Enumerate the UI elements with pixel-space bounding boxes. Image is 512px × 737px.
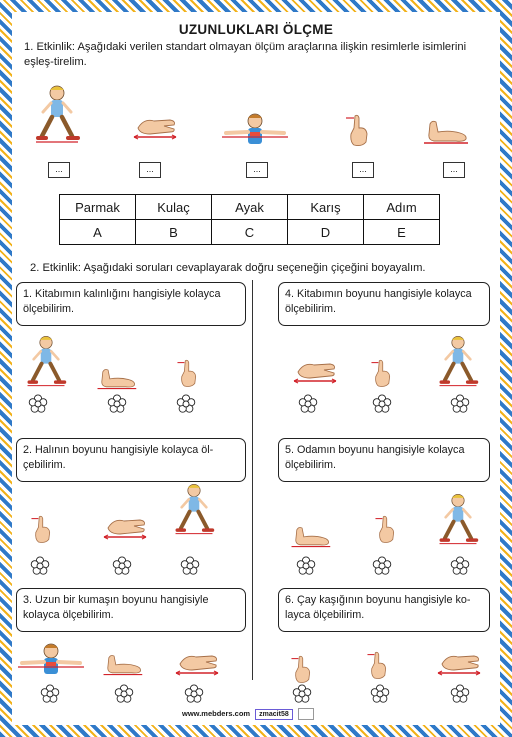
hand-span-image <box>100 512 150 542</box>
finger-image <box>28 512 54 546</box>
arms-spread-boy-image <box>220 112 290 152</box>
answer-flower[interactable] <box>296 556 316 576</box>
walking-boy-image <box>436 492 480 546</box>
finger-image <box>368 356 394 390</box>
question-1: 1. Kitabımın kalınlığını hangisiyle kolayca ölçebilirim. <box>16 282 246 326</box>
page-title: UZUNLUKLARI ÖLÇME <box>178 22 334 37</box>
answer-flower[interactable] <box>372 556 392 576</box>
table-cell: C <box>212 220 288 245</box>
answer-flower[interactable] <box>292 684 312 704</box>
answer-blank-5[interactable]: ... <box>443 162 465 178</box>
answer-flower[interactable] <box>176 394 196 414</box>
answer-flower[interactable] <box>114 684 134 704</box>
activity1-instruction: 1. Etkinlik: Aşağıdaki verilen standart olmayan ölçüm araçlarına ilişkin resimlerle isimlerini eşleş-tirelim. <box>24 41 467 68</box>
answer-flower[interactable] <box>184 684 204 704</box>
table-header-row <box>60 195 440 220</box>
answer-blank-4[interactable]: ... <box>352 162 374 178</box>
hand-span-image <box>130 112 180 142</box>
finger-image <box>174 356 200 390</box>
table-cell: B <box>136 220 212 245</box>
author-tag: zmacit58 <box>255 709 293 720</box>
answer-flower[interactable] <box>28 394 48 414</box>
answer-flower[interactable] <box>450 556 470 576</box>
foot-image <box>94 364 138 392</box>
table-cell: E <box>364 220 440 245</box>
answer-flower[interactable] <box>450 394 470 414</box>
foot-image <box>100 650 144 678</box>
hand-span-image <box>290 356 340 386</box>
answer-flower[interactable] <box>298 394 318 414</box>
worksheet <box>12 12 500 725</box>
walking-boy-image <box>436 334 480 388</box>
finger-image <box>342 112 372 148</box>
answer-flower[interactable] <box>107 394 127 414</box>
question-6: 6. Çay kaşığının boyunu hangisiyle ko-layca ölçebilirim. <box>278 588 490 632</box>
table-cell: D <box>288 220 364 245</box>
question-2: 2. Halının boyunu hangisiyle kolayca öl-çebilirim. <box>16 438 246 482</box>
footer <box>182 708 314 720</box>
logo-icon <box>298 708 314 720</box>
column-divider <box>252 280 253 680</box>
table-cell: Adım <box>364 195 440 220</box>
question-4: 4. Kitabımın boyunu hangisiyle kolayca ölçebilirim. <box>278 282 490 326</box>
finger-image <box>288 652 314 686</box>
walking-boy-image <box>172 482 216 536</box>
table-cell: A <box>60 220 136 245</box>
table-cell: Ayak <box>212 195 288 220</box>
walking-boy-image <box>24 334 68 388</box>
answer-flower[interactable] <box>30 556 50 576</box>
answer-flower[interactable] <box>180 556 200 576</box>
hand-span-image <box>172 648 222 678</box>
table-cell: Parmak <box>60 195 136 220</box>
answer-blank-2[interactable]: ... <box>139 162 161 178</box>
arms-spread-boy-image <box>16 642 86 682</box>
answer-flower[interactable] <box>40 684 60 704</box>
table-letter-row <box>60 220 440 245</box>
answer-blank-1[interactable]: ... <box>48 162 70 178</box>
foot-image <box>288 522 332 550</box>
finger-image <box>364 648 390 682</box>
walking-boy-image <box>32 84 82 144</box>
activity2-instruction: 2. Etkinlik: Aşağıdaki soruları cevaplayarak doğru seçeneğin çiçeğini boyayalım. <box>30 262 426 274</box>
question-3: 3. Uzun bir kumaşın boyunu hangisiyle kolayca ölçebilirim. <box>16 588 246 632</box>
foot-image <box>420 116 470 146</box>
hand-span-image <box>434 648 484 678</box>
matching-table <box>59 194 440 245</box>
answer-flower[interactable] <box>112 556 132 576</box>
footer-site-link[interactable]: www.mebders.com <box>182 708 251 718</box>
answer-flower[interactable] <box>450 684 470 704</box>
answer-flower[interactable] <box>372 394 392 414</box>
finger-image <box>372 512 398 546</box>
table-cell: Kulaç <box>136 195 212 220</box>
question-5: 5. Odamın boyunu hangisiyle kolayca ölçebilirim. <box>278 438 490 482</box>
answer-flower[interactable] <box>370 684 390 704</box>
answer-blank-3[interactable]: ... <box>246 162 268 178</box>
table-cell: Karış <box>288 195 364 220</box>
